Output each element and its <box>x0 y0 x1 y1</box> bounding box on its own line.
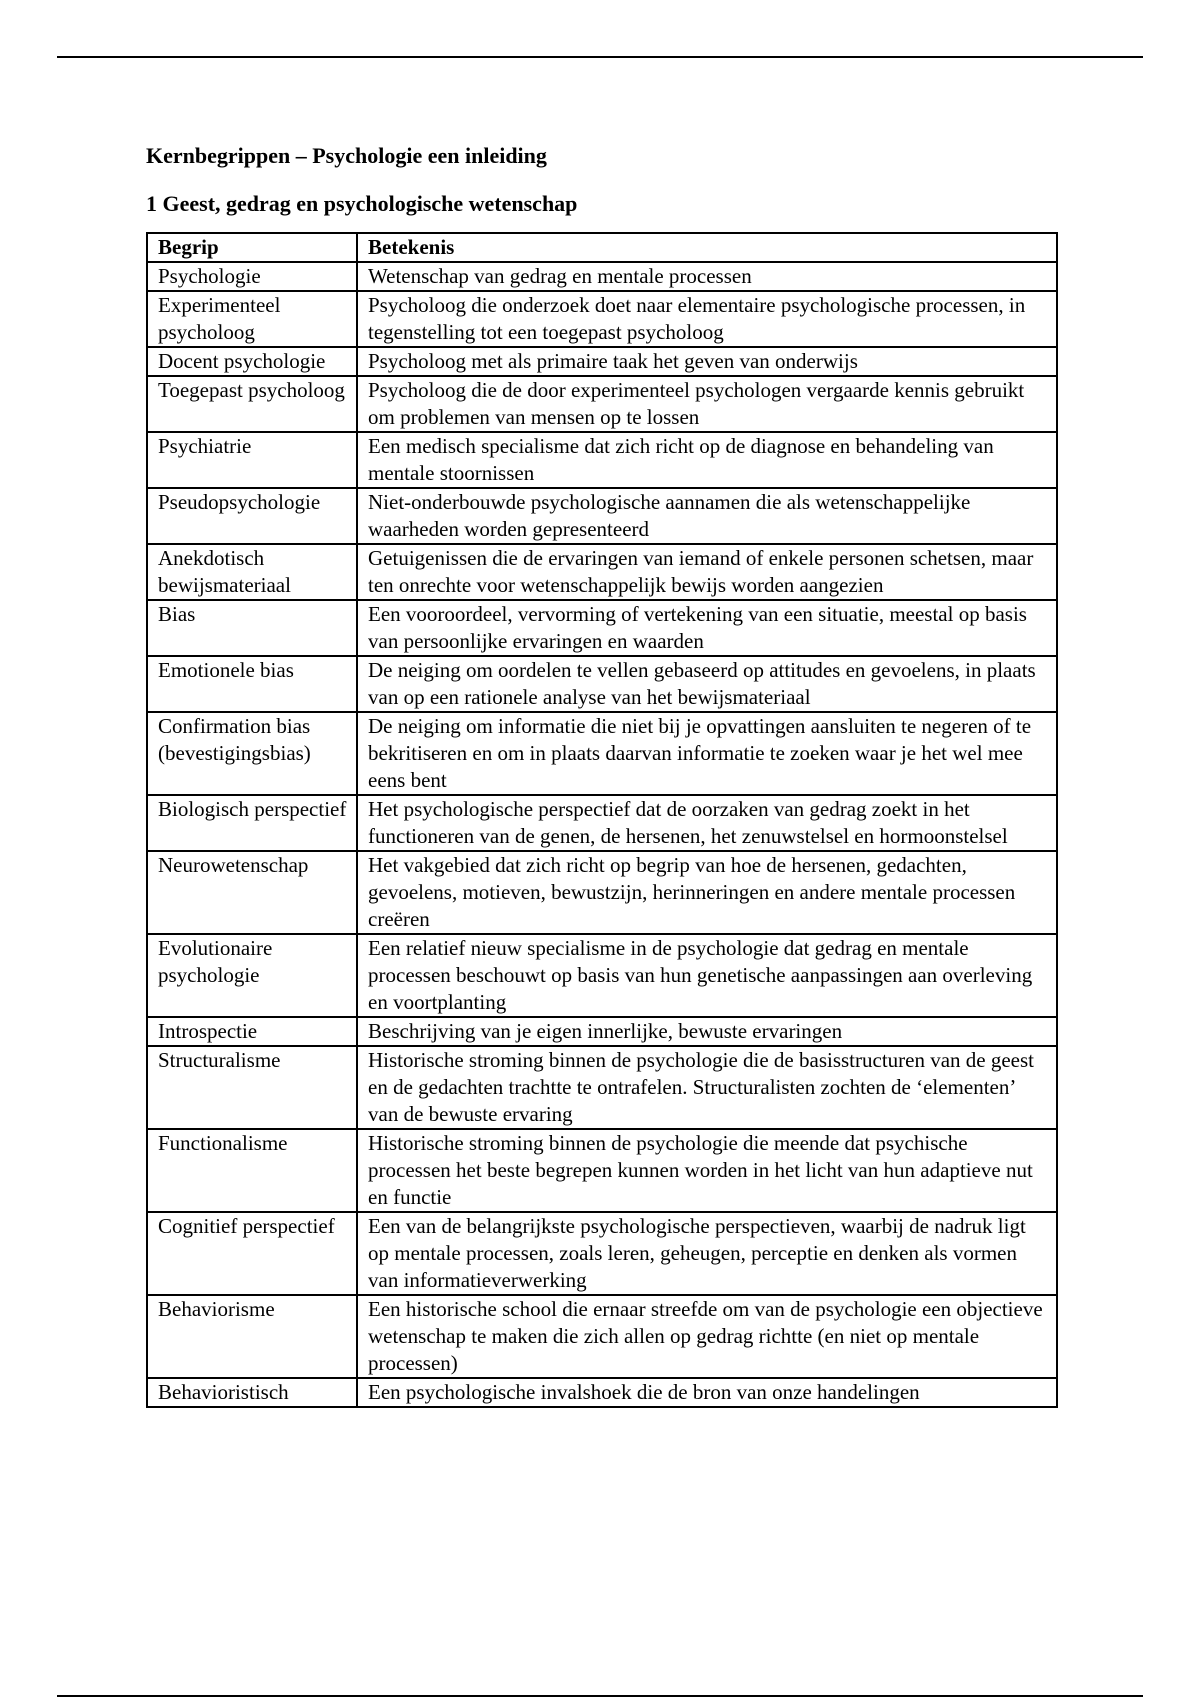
table-row <box>147 1212 1057 1295</box>
definition-cell: Historische stroming binnen de psychologie die meende dat psychische processen het beste begrepen kunnen worden in het licht van hun adaptieve nut en functie <box>357 1129 1057 1212</box>
term-cell: Pseudopsychologie <box>147 488 357 544</box>
term-cell: Anekdotisch bewijsmateriaal <box>147 544 357 600</box>
table-row <box>147 488 1057 544</box>
term-cell: Psychiatrie <box>147 432 357 488</box>
table-row <box>147 544 1057 600</box>
term-cell: Biologisch perspectief <box>147 795 357 851</box>
definition-cell: Een relatief nieuw specialisme in de psychologie dat gedrag en mentale processen beschouwt op basis van hun genetische aanpassingen aan overleving en voortplanting <box>357 934 1057 1017</box>
column-header-term: Begrip <box>147 233 357 262</box>
definition-cell: Beschrijving van je eigen innerlijke, bewuste ervaringen <box>357 1017 1057 1046</box>
definition-cell: Een historische school die ernaar streefde om van de psychologie een objectieve wetenschap te maken die zich allen op gedrag richtte (en niet op mentale processen) <box>357 1295 1057 1378</box>
definition-cell: Psycholoog die de door experimenteel psychologen vergaarde kennis gebruikt om problemen van mensen op te lossen <box>357 376 1057 432</box>
table-row <box>147 1017 1057 1046</box>
column-header-definition: Betekenis <box>357 233 1057 262</box>
term-cell: Neurowetenschap <box>147 851 357 934</box>
footer-rule <box>57 1695 1143 1697</box>
header-rule <box>57 56 1143 58</box>
table-row <box>147 600 1057 656</box>
definition-cell: Een medisch specialisme dat zich richt op de diagnose en behandeling van mentale stoornissen <box>357 432 1057 488</box>
term-cell: Cognitief perspectief <box>147 1212 357 1295</box>
definition-cell: De neiging om oordelen te vellen gebaseerd op attitudes en gevoelens, in plaats van op een rationele analyse van het bewijsmateriaal <box>357 656 1057 712</box>
definition-cell: Psycholoog die onderzoek doet naar elementaire psychologische processen, in tegenstelling tot een toegepast psycholoog <box>357 291 1057 347</box>
term-cell: Evolutionaire psychologie <box>147 934 357 1017</box>
table-row <box>147 376 1057 432</box>
definition-cell: Niet-onderbouwde psychologische aannamen die als wetenschappelijke waarheden worden gepresenteerd <box>357 488 1057 544</box>
term-cell: Behaviorisme <box>147 1295 357 1378</box>
term-cell: Emotionele bias <box>147 656 357 712</box>
term-cell: Toegepast psycholoog <box>147 376 357 432</box>
table-row <box>147 934 1057 1017</box>
term-cell: Psychologie <box>147 262 357 291</box>
terms-table <box>146 232 1058 1408</box>
definition-cell: Het vakgebied dat zich richt op begrip van hoe de hersenen, gedachten, gevoelens, motieven, bewustzijn, herinneringen en andere mentale processen creëren <box>357 851 1057 934</box>
definition-cell: Een psychologische invalshoek die de bron van onze handelingen <box>357 1378 1057 1407</box>
term-cell: Behavioristisch <box>147 1378 357 1407</box>
table-row <box>147 1046 1057 1129</box>
definition-cell: Wetenschap van gedrag en mentale processen <box>357 262 1057 291</box>
table-row <box>147 1295 1057 1378</box>
table-row <box>147 291 1057 347</box>
table-row <box>147 795 1057 851</box>
definition-cell: Psycholoog met als primaire taak het geven van onderwijs <box>357 347 1057 376</box>
document-title: Kernbegrippen – Psychologie een inleiding <box>146 143 547 168</box>
term-cell: Structuralisme <box>147 1046 357 1129</box>
table-row <box>147 656 1057 712</box>
table-row <box>147 712 1057 795</box>
definition-cell: Getuigenissen die de ervaringen van iemand of enkele personen schetsen, maar ten onrechte voor wetenschappelijk bewijs worden aangezien <box>357 544 1057 600</box>
table-row <box>147 1129 1057 1212</box>
term-cell: Docent psychologie <box>147 347 357 376</box>
definition-cell: Een van de belangrijkste psychologische perspectieven, waarbij de nadruk ligt op mentale processen, zoals leren, geheugen, perceptie en denken als vormen van informatieverwerking <box>357 1212 1057 1295</box>
term-cell: Introspectie <box>147 1017 357 1046</box>
table-row <box>147 1378 1057 1407</box>
term-cell: Experimenteel psycholoog <box>147 291 357 347</box>
table-row <box>147 432 1057 488</box>
document-body <box>146 142 1056 1408</box>
section-title: 1 Geest, gedrag en psychologische wetenschap <box>146 191 578 216</box>
definition-cell: De neiging om informatie die niet bij je opvattingen aansluiten te negeren of te bekritiseren en om in plaats daarvan informatie te zoeken waar je het wel mee eens bent <box>357 712 1057 795</box>
term-cell: Functionalisme <box>147 1129 357 1212</box>
definition-cell: Historische stroming binnen de psychologie die de basisstructuren van de geest en de gedachten trachtte te ontrafelen. Structuralisten zochten de ‘elementen’ van de bewuste ervaring <box>357 1046 1057 1129</box>
table-header-row <box>147 233 1057 262</box>
term-cell: Bias <box>147 600 357 656</box>
definition-cell: Een vooroordeel, vervorming of vertekening van een situatie, meestal op basis van persoonlijke ervaringen en waarden <box>357 600 1057 656</box>
term-cell: Confirmation bias (bevestigingsbias) <box>147 712 357 795</box>
table-row <box>147 262 1057 291</box>
table-row <box>147 851 1057 934</box>
table-row <box>147 347 1057 376</box>
definition-cell: Het psychologische perspectief dat de oorzaken van gedrag zoekt in het functioneren van de genen, de hersenen, het zenuwstelsel en hormoonstelsel <box>357 795 1057 851</box>
